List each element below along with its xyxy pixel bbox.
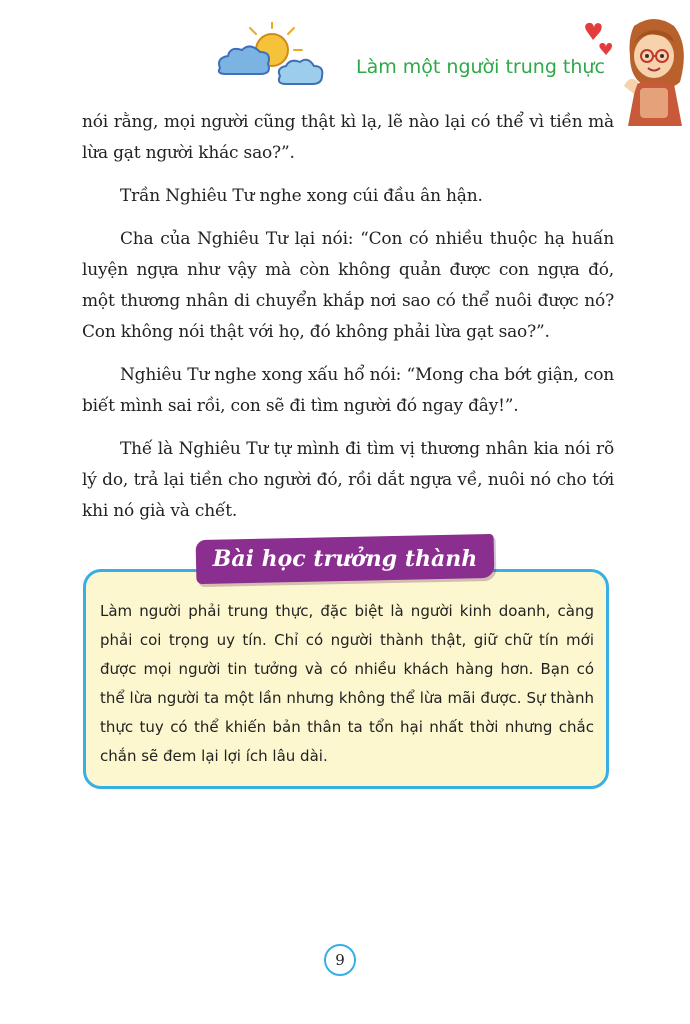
sun-cloud-icon xyxy=(210,22,340,92)
lesson-title: Bài học trưởng thành xyxy=(212,546,478,572)
page-number: 9 xyxy=(324,944,356,976)
story-body xyxy=(82,107,614,539)
story-paragraph: Nghiêu Tư nghe xong xấu hổ nói: “Mong cha bớt giận, con biết mình sai rồi, con sẽ đi tìm người đó ngay đây!”. xyxy=(82,365,614,416)
story-paragraph: nói rằng, mọi người cũng thật kì lạ, lẽ nào lại có thể vì tiền mà lừa gạt người khác sao?”. xyxy=(82,112,614,163)
page-header xyxy=(0,0,690,110)
header-title: Làm một người trung thực xyxy=(356,56,605,78)
lesson-text: Làm người phải trung thực, đặc biệt là người kinh doanh, càng phải coi trọng uy tín. Chỉ có người thành thật, giữ chữ tín mới được mọi người tin tưởng và có nhiều khách hàng hơn. Bạn có thể lừa người ta một lần nhưng không thể lừa mãi được. Sự thành thực tuy có thể khiến bản thân ta tổn hại nhất thời nhưng chắc chắn sẽ đem lại lợi ích lâu dài. xyxy=(100,602,594,765)
story-paragraph: Cha của Nghiêu Tư lại nói: “Con có nhiều thuộc hạ huấn luyện ngựa như vậy mà còn không quản được con ngựa đó, một thương nhân di chuyển khắp nơi sao có thể nuôi được nó? Con không nói thật với họ, đó không phải lừa gạt sao?”. xyxy=(82,229,614,342)
story-paragraph: Trần Nghiêu Tư nghe xong cúi đầu ân hận. xyxy=(120,186,483,206)
story-paragraph: Thế là Nghiêu Tư tự mình đi tìm vị thương nhân kia nói rõ lý do, trả lại tiền cho người đó, rồi dắt ngựa về, nuôi nó cho tới khi nó già và chết. xyxy=(82,439,614,521)
